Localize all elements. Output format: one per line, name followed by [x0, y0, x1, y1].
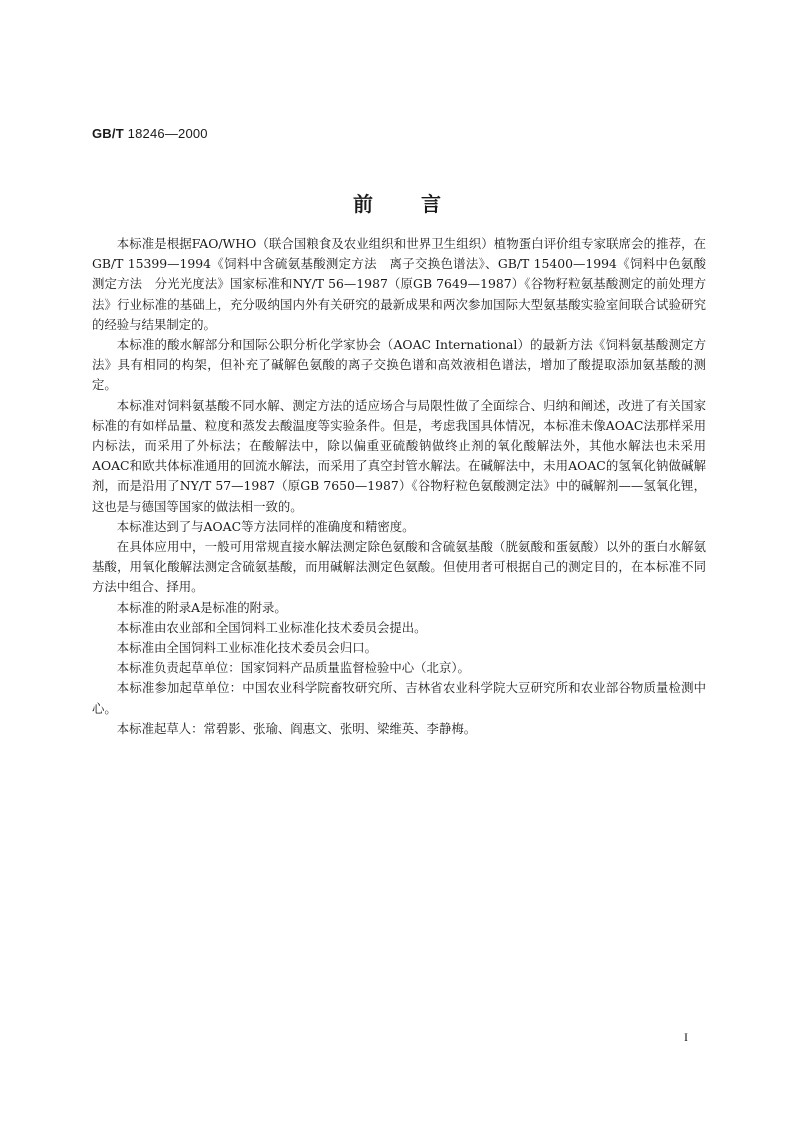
paragraph: 本标准的酸水解部分和国际公职分析化学家协会（AOAC International）的最新方法《饲料氨基酸测定方法》具有相同的构架，但补充了碱解色氨酸的离子交换色谱和高效液相色谱法，增加了酸提取添加氨基酸的测定。: [92, 337, 706, 393]
paragraph: 本标准由农业部和全国饲料工业标准化技术委员会提出。: [116, 619, 427, 635]
paragraph: 本标准的附录A是标准的附录。: [116, 599, 287, 615]
standard-code-prefix: GB/T: [92, 126, 124, 141]
paragraph: 本标准达到了与AOAC等方法同样的准确度和精密度。: [116, 518, 415, 534]
page-title: 前言: [353, 192, 489, 216]
paragraph: 本标准对饲料氨基酸不同水解、测定方法的适应场合与局限性做了全面综合、归纳和阐述，改进了有关国家标准的有如样品量、粒度和蒸发去酸温度等实验条件。但是，考虑我国具体情况，本标准未像AOAC法那样采用内标法，而采用了外标法；在酸解法中，除以偏重亚硫酸钠做终止剂的氧化酸解法外，其他水解法也未采用AOAC和欧共体标准通用的回流水解法，而采用了真空封管水解法。在碱解法中，未用AOAC的氢氧化钠做碱解剂，而是沿用了NY/T 57—1987（原GB 7650—1987）《谷物籽粒色氨酸测定法》中的碱解剂——氢氧化锂，这也是与德国等国家的做法相一致的。: [92, 397, 706, 514]
paragraph: 本标准负责起草单位：国家饲料产品质量监督检验中心（北京）。: [116, 660, 470, 676]
paragraph: 本标准参加起草单位：中国农业科学院畜牧研究所、吉林省农业科学院大豆研究所和农业部谷物质量检测中心。: [92, 680, 706, 716]
foreword-body: [92, 234, 706, 739]
standard-code: [92, 126, 208, 141]
paragraph: 本标准由全国饲料工业标准化技术委员会归口。: [116, 640, 377, 656]
paragraph: 本标准起草人：常碧影、张瑜、阎惠文、张明、梁维英、李静梅。: [116, 720, 477, 736]
standard-code-number: 18246—2000: [127, 126, 208, 141]
paragraph: 在具体应用中，一般可用常规直接水解法测定除色氨酸和含硫氨基酸（胱氨酸和蛋氨酸）以外的蛋白水解氨基酸，用氧化酸解法测定含硫氨基酸，而用碱解法测定色氨酸。但使用者可根据自己的测定目的，在本标准不同方法中组合、择用。: [92, 539, 706, 595]
page-number: I: [684, 1030, 688, 1044]
paragraph: 本标准是根据FAO/WHO（联合国粮食及农业组织和世界卫生组织）植物蛋白评价组专家联席会的推荐，在GB/T 15399—1994《饲料中含硫氨基酸测定方法 离子交换色谱法》、GB/T 15400—1994《饲料中色氨酸测定方法 分光光度法》国家标准和NY/T 56—1987（原GB 7649—1987）《谷物籽粒氨基酸测定的前处理方法》行业标准的基础上，充分吸纳国内外有关研究的最新成果和两次参加国际大型氨基酸实验室间联合试验研究的经验与结果制定的。: [92, 236, 706, 332]
